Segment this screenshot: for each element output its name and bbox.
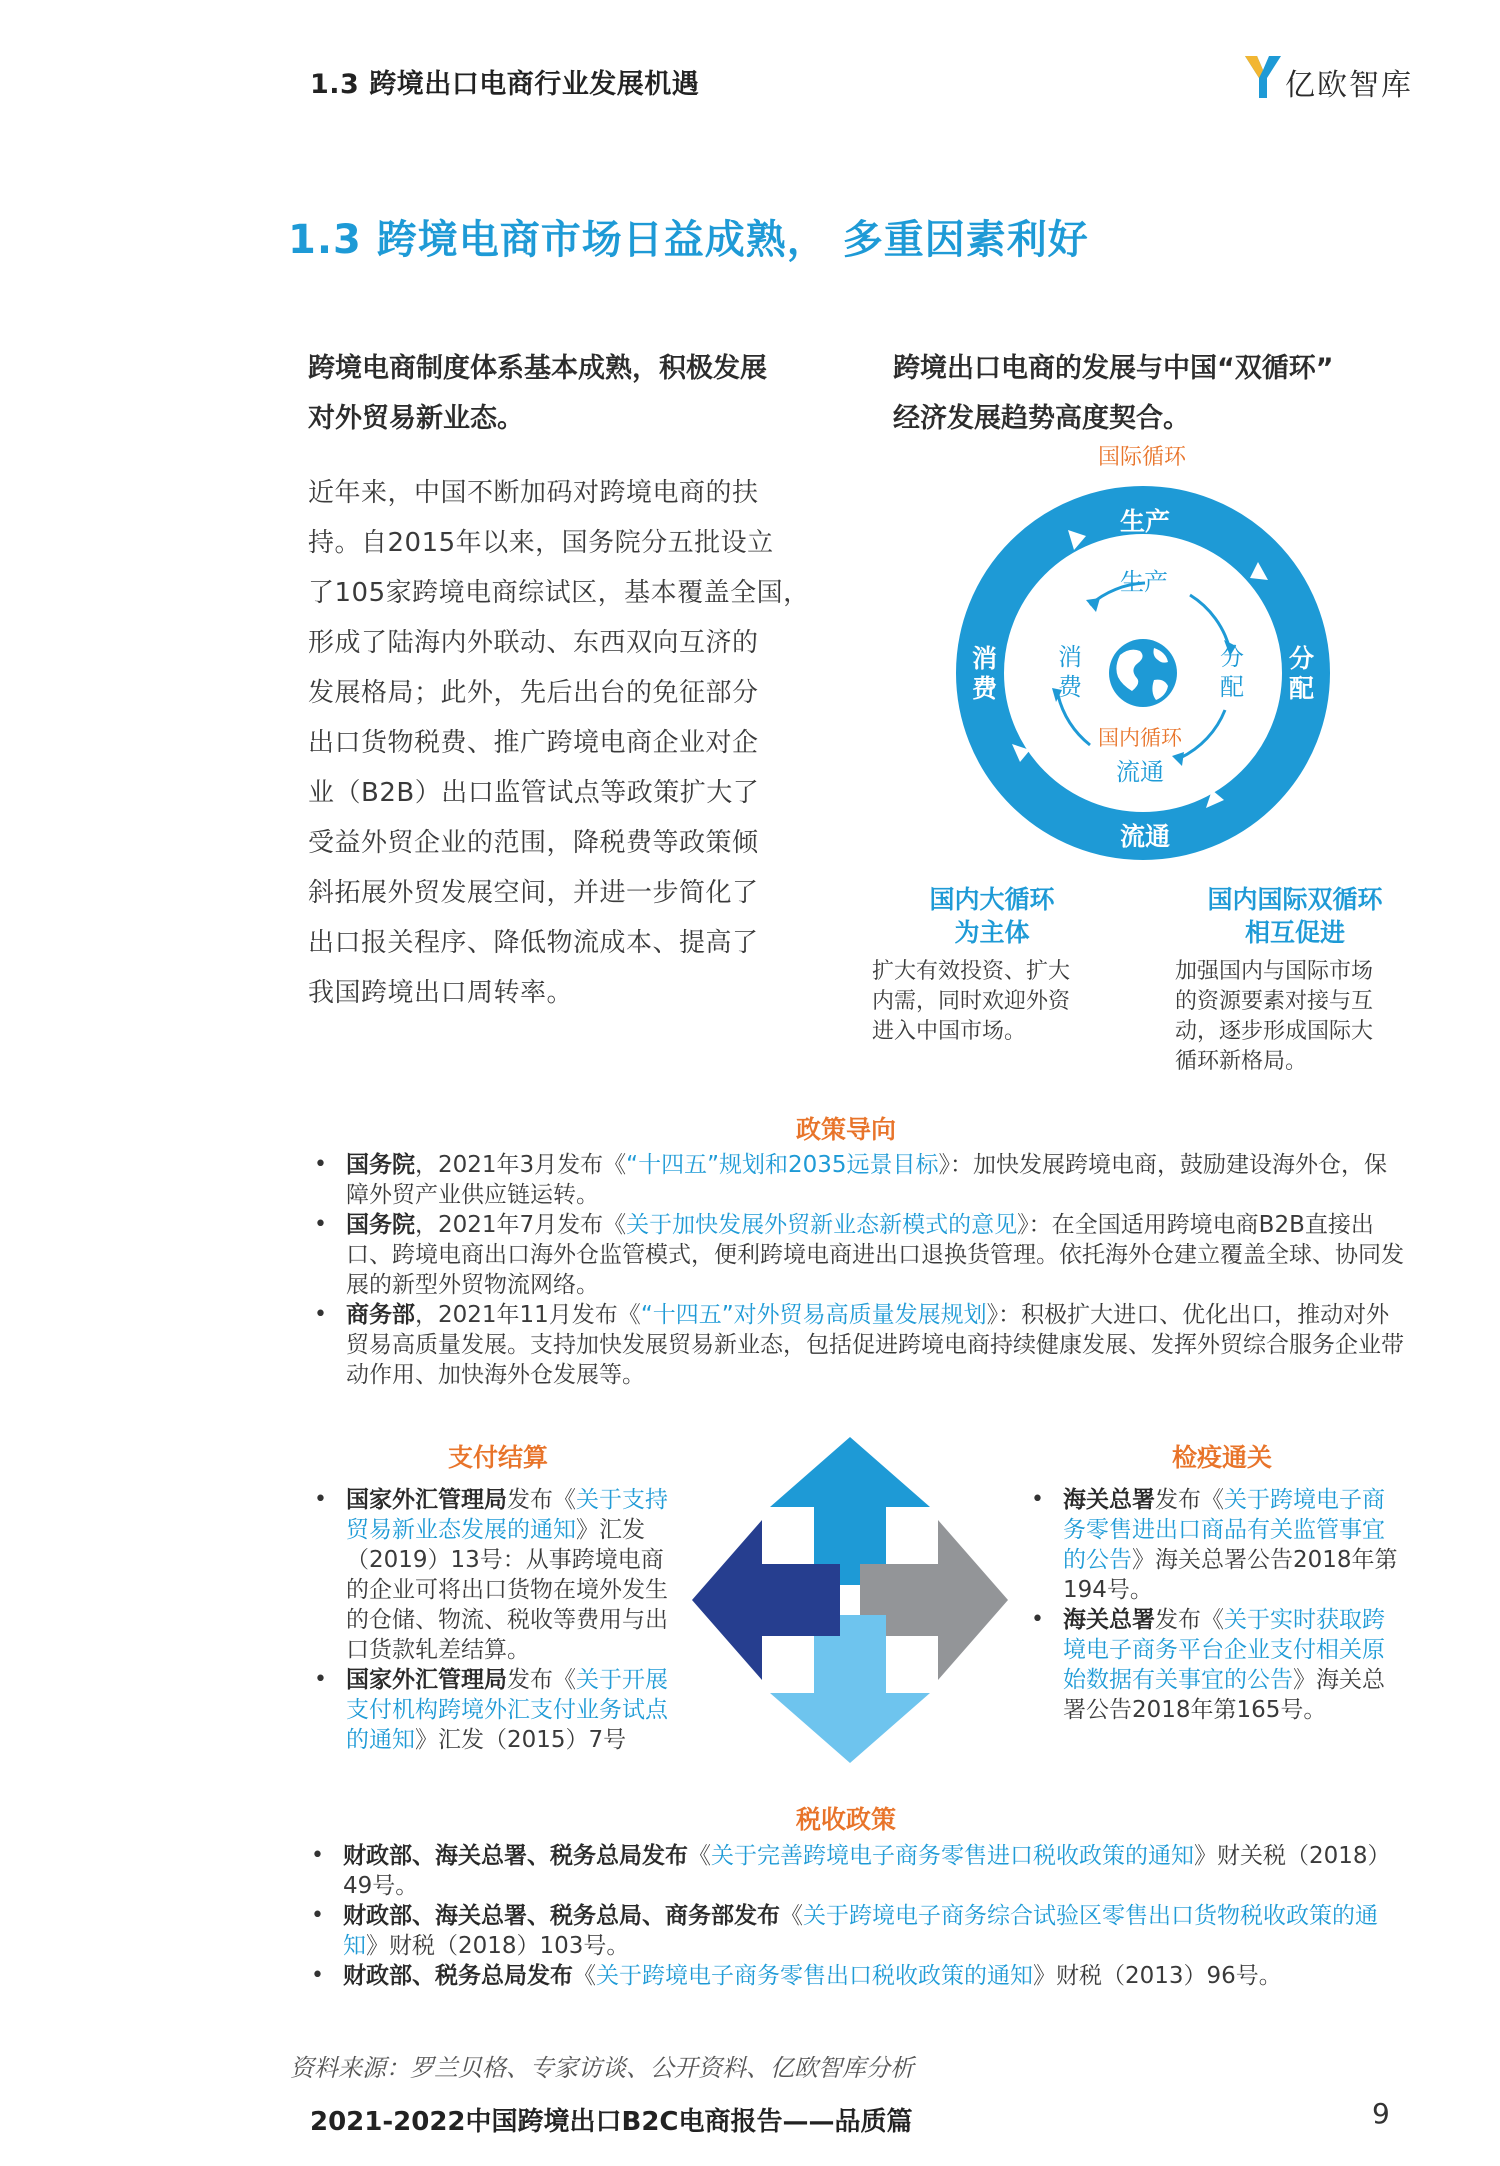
quarantine-item [1025, 1605, 1400, 1725]
quarantine-org: 海关总署 [1063, 1487, 1155, 1513]
domestic-title-line: 国内大循环 [929, 885, 1055, 914]
quarantine-title: 检疫通关 [1172, 1443, 1273, 1472]
quarantine-text: 》海关总署公告2018年第165号。 [1063, 1667, 1385, 1723]
intro-right-line: 经济发展趋势高度契合。 [893, 403, 1190, 434]
intro-left-heading [308, 344, 828, 444]
policy-document-link[interactable]: 关于加快发展外贸新业态新模式的意见 [626, 1212, 1018, 1238]
quarantine-text: 发布《 [1155, 1607, 1224, 1633]
policy-org: 商务部 [346, 1302, 415, 1328]
dual-title-line: 国内国际双循环 [1207, 885, 1383, 914]
tax-document-link[interactable]: 关于跨境电子商务综合试验区零售出口货物税收政策的通知 [343, 1903, 1378, 1959]
policy-document-link[interactable]: “十四五”规划和2035远景目标 [626, 1152, 939, 1178]
inner-left-label: 消费 [1058, 643, 1082, 701]
policy-item [308, 1150, 1408, 1210]
tax-org: 财政部、海关总署、税务总局发布 [343, 1843, 688, 1869]
body-paragraph-line: 我国跨境出口周转率。 [308, 978, 574, 1008]
policy-text: 》：在全国适用跨境电商B2B直接出口、跨境电商出口海外仓监管模式，便利跨境电商进出口退换货管理。依托海外仓建立覆盖全球、协同发展的新型外贸物流网络。 [346, 1212, 1404, 1298]
domestic-text-line: 内需，同时欢迎外资 [872, 989, 1071, 1014]
quarantine-list [1025, 1485, 1400, 1725]
dual-text-line: 循环新格局。 [1175, 1049, 1308, 1074]
quarantine-document-link[interactable]: 关于跨境电子商务零售进出口商品有关监管事宜的公告 [1063, 1487, 1385, 1573]
quarantine-org: 海关总署 [1063, 1607, 1155, 1633]
tax-text: 《 [573, 1963, 596, 1989]
quarantine-text: 》海关总署公告2018年第194号。 [1063, 1547, 1398, 1603]
outer-bottom-label: 流通 [1120, 822, 1171, 851]
body-paragraph-line: 业（B2B）出口监管试点等政策扩大了 [308, 778, 760, 808]
policy-title: 政策导向 [796, 1115, 897, 1144]
body-paragraph-line: 出口报关程序、降低物流成本、提高了 [308, 928, 759, 958]
payment-org: 国家外汇管理局 [346, 1667, 507, 1693]
payment-item [308, 1485, 683, 1665]
inner-top-label: 生产 [1120, 568, 1168, 596]
inner-right-label: 分配 [1220, 643, 1244, 701]
payment-org: 国家外汇管理局 [346, 1487, 507, 1513]
body-paragraph-line: 发展格局；此外，先后出台的免征部分 [308, 678, 759, 708]
body-paragraph-line: 持。自2015年以来，国务院分五批设立 [308, 528, 774, 558]
dual-circulation-diagram [940, 440, 1350, 860]
logo [1243, 52, 1423, 104]
policy-org: 国务院 [346, 1212, 415, 1238]
body-paragraph-line: 斜拓展外贸发展空间，并进一步简化了 [308, 878, 759, 908]
tax-document-link[interactable]: 关于完善跨境电子商务零售进口税收政策的通知 [711, 1843, 1194, 1869]
dual-text-line: 加强国内与国际市场 [1175, 959, 1374, 984]
payment-document-link[interactable]: 关于支持贸易新业态发展的通知 [346, 1487, 668, 1543]
tax-text: 《 [780, 1903, 803, 1929]
policy-text: 》：加快发展跨境电商，鼓励建设海外仓，保障外贸产业供应链运转。 [346, 1152, 1388, 1208]
body-paragraph [308, 468, 828, 1018]
policy-text: 》：积极扩大进口、优化出口，推动对外贸易高质量发展。支持加快发展贸易新业态，包括促进跨境电商持续健康发展、发挥外贸综合服务企业带动作用、加快海外仓发展等。 [346, 1302, 1404, 1388]
logo-mark-icon [1243, 52, 1283, 102]
tax-item [305, 1841, 1410, 1901]
body-paragraph-line: 近年来，中国不断加码对跨境电商的扶 [308, 478, 759, 508]
tax-item [305, 1961, 1410, 1991]
payment-text: 》汇发（2019）13号：从事跨境电商的企业可将出口货物在境外发生的仓储、物流、税收等费用与出口货款轧差结算。 [346, 1517, 668, 1663]
body-paragraph-line: 了105家跨境电商综试区，基本覆盖全国， [308, 578, 810, 608]
policy-item [308, 1300, 1408, 1390]
tax-org: 财政部、税务总局发布 [343, 1963, 573, 1989]
domestic-text-line: 扩大有效投资、扩大 [872, 959, 1071, 984]
quarantine-item [1025, 1485, 1400, 1605]
globe-icon [1109, 639, 1177, 707]
policy-text: ，2021年3月发布《 [415, 1152, 627, 1178]
policy-list [308, 1150, 1408, 1390]
dual-text-line: 的资源要素对接与互 [1175, 989, 1374, 1014]
tax-org: 财政部、海关总署、税务总局、商务部发布 [343, 1903, 780, 1929]
tax-document-link[interactable]: 关于跨境电子商务零售出口税收政策的通知 [596, 1963, 1033, 1989]
inner-bottom-label: 流通 [1116, 758, 1164, 786]
policy-text: ，2021年7月发布《 [415, 1212, 627, 1238]
intro-right-line: 跨境出口电商的发展与中国“双循环” [893, 353, 1334, 384]
dual-text [1175, 957, 1415, 1077]
tax-title: 税收政策 [796, 1805, 897, 1834]
outer-right-label: 分配 [1289, 644, 1315, 703]
running-title: 1.3 跨境出口电商行业发展机遇 [310, 69, 700, 100]
domestic-text-line: 进入中国市场。 [872, 1019, 1027, 1044]
payment-document-link[interactable]: 关于开展支付机构跨境外汇支付业务试点的通知 [346, 1667, 668, 1753]
four-arrows-graphic [690, 1435, 1010, 1765]
payment-item [308, 1665, 683, 1755]
dual-title [1175, 883, 1415, 949]
arrow-down-icon [770, 1615, 930, 1763]
arrow-up-icon [770, 1437, 930, 1585]
payment-text: 发布《 [507, 1667, 576, 1693]
domestic-title [872, 883, 1112, 949]
body-paragraph-line: 形成了陆海内外联动、东西双向互济的 [308, 628, 759, 658]
outer-top-label: 生产 [1120, 507, 1171, 536]
tax-text: 》财税（2013）96号。 [1033, 1963, 1282, 1989]
tax-text: 《 [688, 1843, 711, 1869]
policy-document-link[interactable]: “十四五”对外贸易高质量发展规划 [640, 1302, 987, 1328]
quarantine-text: 发布《 [1155, 1487, 1224, 1513]
payment-text: 》汇发（2015）7号 [415, 1727, 627, 1753]
outer-cycle-label: 国际循环 [1098, 445, 1187, 470]
tax-list [305, 1841, 1410, 1991]
domestic-block [872, 883, 1112, 1047]
intro-right-heading [893, 344, 1413, 444]
domestic-title-line: 为主体 [954, 918, 1030, 947]
logo-text: 亿欧智库 [1285, 68, 1413, 103]
payment-text: 发布《 [507, 1487, 576, 1513]
quarantine-document-link[interactable]: 关于实时获取跨境电子商务平台企业支付相关原始数据有关事宜的公告 [1063, 1607, 1385, 1693]
payment-title: 支付结算 [448, 1443, 549, 1472]
policy-org: 国务院 [346, 1152, 415, 1178]
inner-cycle-label: 国内循环 [1098, 726, 1182, 750]
policy-item [308, 1210, 1408, 1300]
intro-left-line: 对外贸易新业态。 [308, 403, 524, 434]
policy-text: ，2021年11月发布《 [415, 1302, 641, 1328]
page-number: 9 [1372, 2097, 1390, 2130]
tax-text: 》财税（2018）103号。 [366, 1933, 630, 1959]
body-paragraph-line: 受益外贸企业的范围，降税费等政策倾 [308, 828, 759, 858]
dual-title-line: 相互促进 [1244, 918, 1345, 947]
domestic-text [872, 957, 1112, 1047]
dual-block [1175, 883, 1415, 1077]
payment-list [308, 1485, 683, 1755]
tax-item [305, 1901, 1410, 1961]
intro-left-line: 跨境电商制度体系基本成熟，积极发展 [308, 353, 767, 384]
dual-text-line: 动，逐步形成国际大 [1175, 1019, 1374, 1044]
outer-left-label: 消费 [972, 644, 998, 703]
body-paragraph-line: 出口货物税费、推广跨境电商企业对企 [308, 728, 759, 758]
tax-text: 》财关税（2018）49号。 [343, 1843, 1391, 1899]
footer-title: 2021-2022中国跨境出口B2C电商报告——品质篇 [310, 2107, 913, 2137]
source-note: 资料来源：罗兰贝格、专家访谈、公开资料、亿欧智库分析 [290, 2054, 914, 2082]
page-title: 1.3 跨境电商市场日益成熟， 多重因素利好 [288, 217, 1089, 263]
